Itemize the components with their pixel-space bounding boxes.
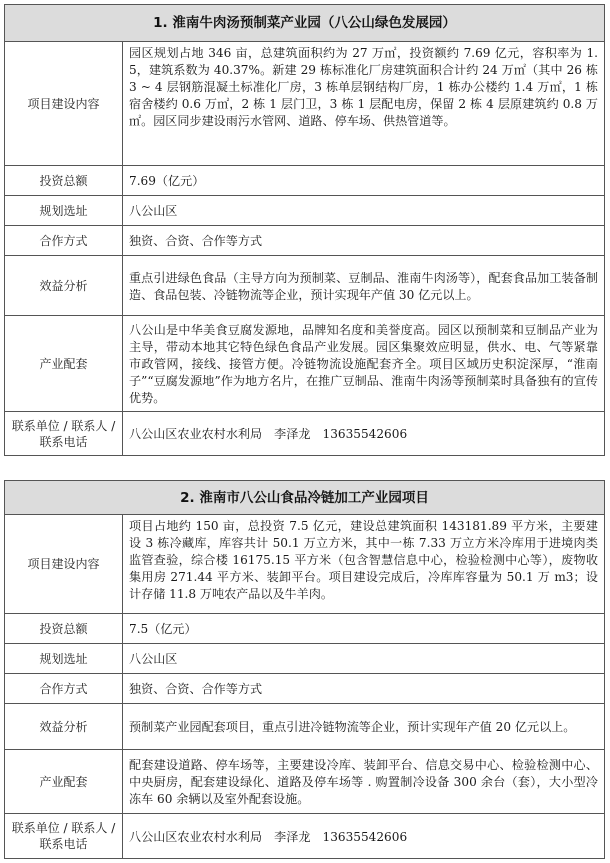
row-label: 规划选址 [5, 196, 123, 225]
row-industry-support [5, 750, 604, 814]
row-label: 项目建设内容 [5, 515, 123, 613]
row-label: 合作方式 [5, 674, 123, 703]
row-value: 预制菜产业园配套项目，重点引进冷链物流等企业，预计实现年产值 20 亿元以上。 [129, 720, 576, 734]
row-construction-content [5, 42, 604, 166]
row-industry-support [5, 316, 604, 412]
row-value: 重点引进绿色食品（主导方向为预制菜、豆制品、淮南牛肉汤等），配套食品加工装备制造、食品包装、冷链物流等企业，预计实现年产值 30 亿元以上。 [129, 270, 598, 302]
row-value: 配套建设道路、停车场等，主要建设冷库、装卸平台、信息交易中心、检验检测中心、中央厨房，配套建设绿化、道路及停车场等 . 购置制冷设备 300 余台（套），大小型冷冻车 60 余辆以及室外配套设施。 [129, 758, 598, 806]
row-label: 产业配套 [5, 316, 123, 411]
row-total-investment [5, 614, 604, 644]
row-cooperation-mode [5, 226, 604, 256]
row-value: 园区规划占地 346 亩，总建筑面积约为 27 万㎡，投资额约 7.69 亿元，容积率为 1.5，建筑系数为 40.37%。新建 29 栋标准化厂房建筑面积合计约 24 万㎡（其中 26 栋 3 ~ 4 层钢筋混凝土标准化厂房，3 栋单层钢结构厂房，1 栋办公楼约 1.4 万㎡，1 栋宿舍楼约 0.6 万㎡，2 栋 1 层门卫，3 栋 1 层配电房，保留 2 栋 4 层原建筑约 0.8 万㎡。园区同步建设雨污水管网、道路、停车场、供热管道等。 [129, 46, 598, 128]
row-value: 八公山区农业农村水利局 李泽龙 13635542606 [129, 427, 408, 441]
row-label: 联系单位 / 联系人 / 联系电话 [5, 412, 123, 455]
row-value: 7.5（亿元） [129, 622, 197, 636]
row-label: 投资总额 [5, 614, 123, 643]
row-site-location [5, 196, 604, 226]
row-site-location [5, 644, 604, 674]
row-benefit-analysis [5, 256, 604, 316]
row-value: 八公山区农业农村水利局 李泽龙 13635542606 [129, 829, 408, 844]
row-label: 合作方式 [5, 226, 123, 255]
row-construction-content [5, 515, 604, 614]
row-label: 项目建设内容 [5, 42, 123, 165]
row-label: 规划选址 [5, 644, 123, 673]
row-label: 效益分析 [5, 256, 123, 315]
row-value: 独资、合资、合作等方式 [129, 234, 263, 248]
project-table-2 [4, 480, 605, 859]
row-value: 八公山是中华美食豆腐发源地，品牌知名度和美誉度高。园区以预制菜和豆制品产业为主导，带动本地其它特色绿色食品产业发展。园区集聚效应明显，供水、电、气等紧靠市政管网，接线、接管方便。冷链物流设施配套齐全。项目区域历史积淀深厚，“淮南子”“豆腐发源地”作为地方名片，在推广豆制品、淮南牛肉汤等预制菜时具备独有的宣传优势。 [129, 323, 598, 405]
row-label: 效益分析 [5, 704, 123, 749]
row-value: 项目占地约 150 亩，总投资 7.5 亿元，建设总建筑面积 143181.89 平方米，主要建设 3 栋冷藏库，库容共计 50.1 万立方米，其中一栋 7.33 万立方米冷库用于进境肉类监管查验，综合楼 16175.15 平方米（包含智慧信息中心，检验检测中心等），废物收集用房 271.44 平方米、装卸平台。项目建设完成后，冷库库容量为 50.1 万 m3；设计存储 11.8 万吨农产品以及牛羊肉。 [129, 519, 598, 601]
row-benefit-analysis [5, 704, 604, 750]
project-title: 2. 淮南市八公山食品冷链加工产业园项目 [5, 481, 604, 515]
row-total-investment [5, 166, 604, 196]
row-label: 联系单位 / 联系人 / 联系电话 [5, 814, 123, 858]
row-value: 八公山区 [129, 204, 178, 218]
project-table-1 [4, 4, 605, 456]
row-value: 独资、合资、合作等方式 [129, 682, 263, 696]
row-label: 产业配套 [5, 750, 123, 813]
row-cooperation-mode [5, 674, 604, 704]
row-label: 投资总额 [5, 166, 123, 195]
row-contact [5, 814, 604, 858]
row-contact [5, 412, 604, 455]
row-value: 7.69（亿元） [129, 174, 205, 188]
row-value: 八公山区 [129, 652, 178, 666]
project-title: 1. 淮南牛肉汤预制菜产业园（八公山绿色发展园） [5, 5, 604, 42]
